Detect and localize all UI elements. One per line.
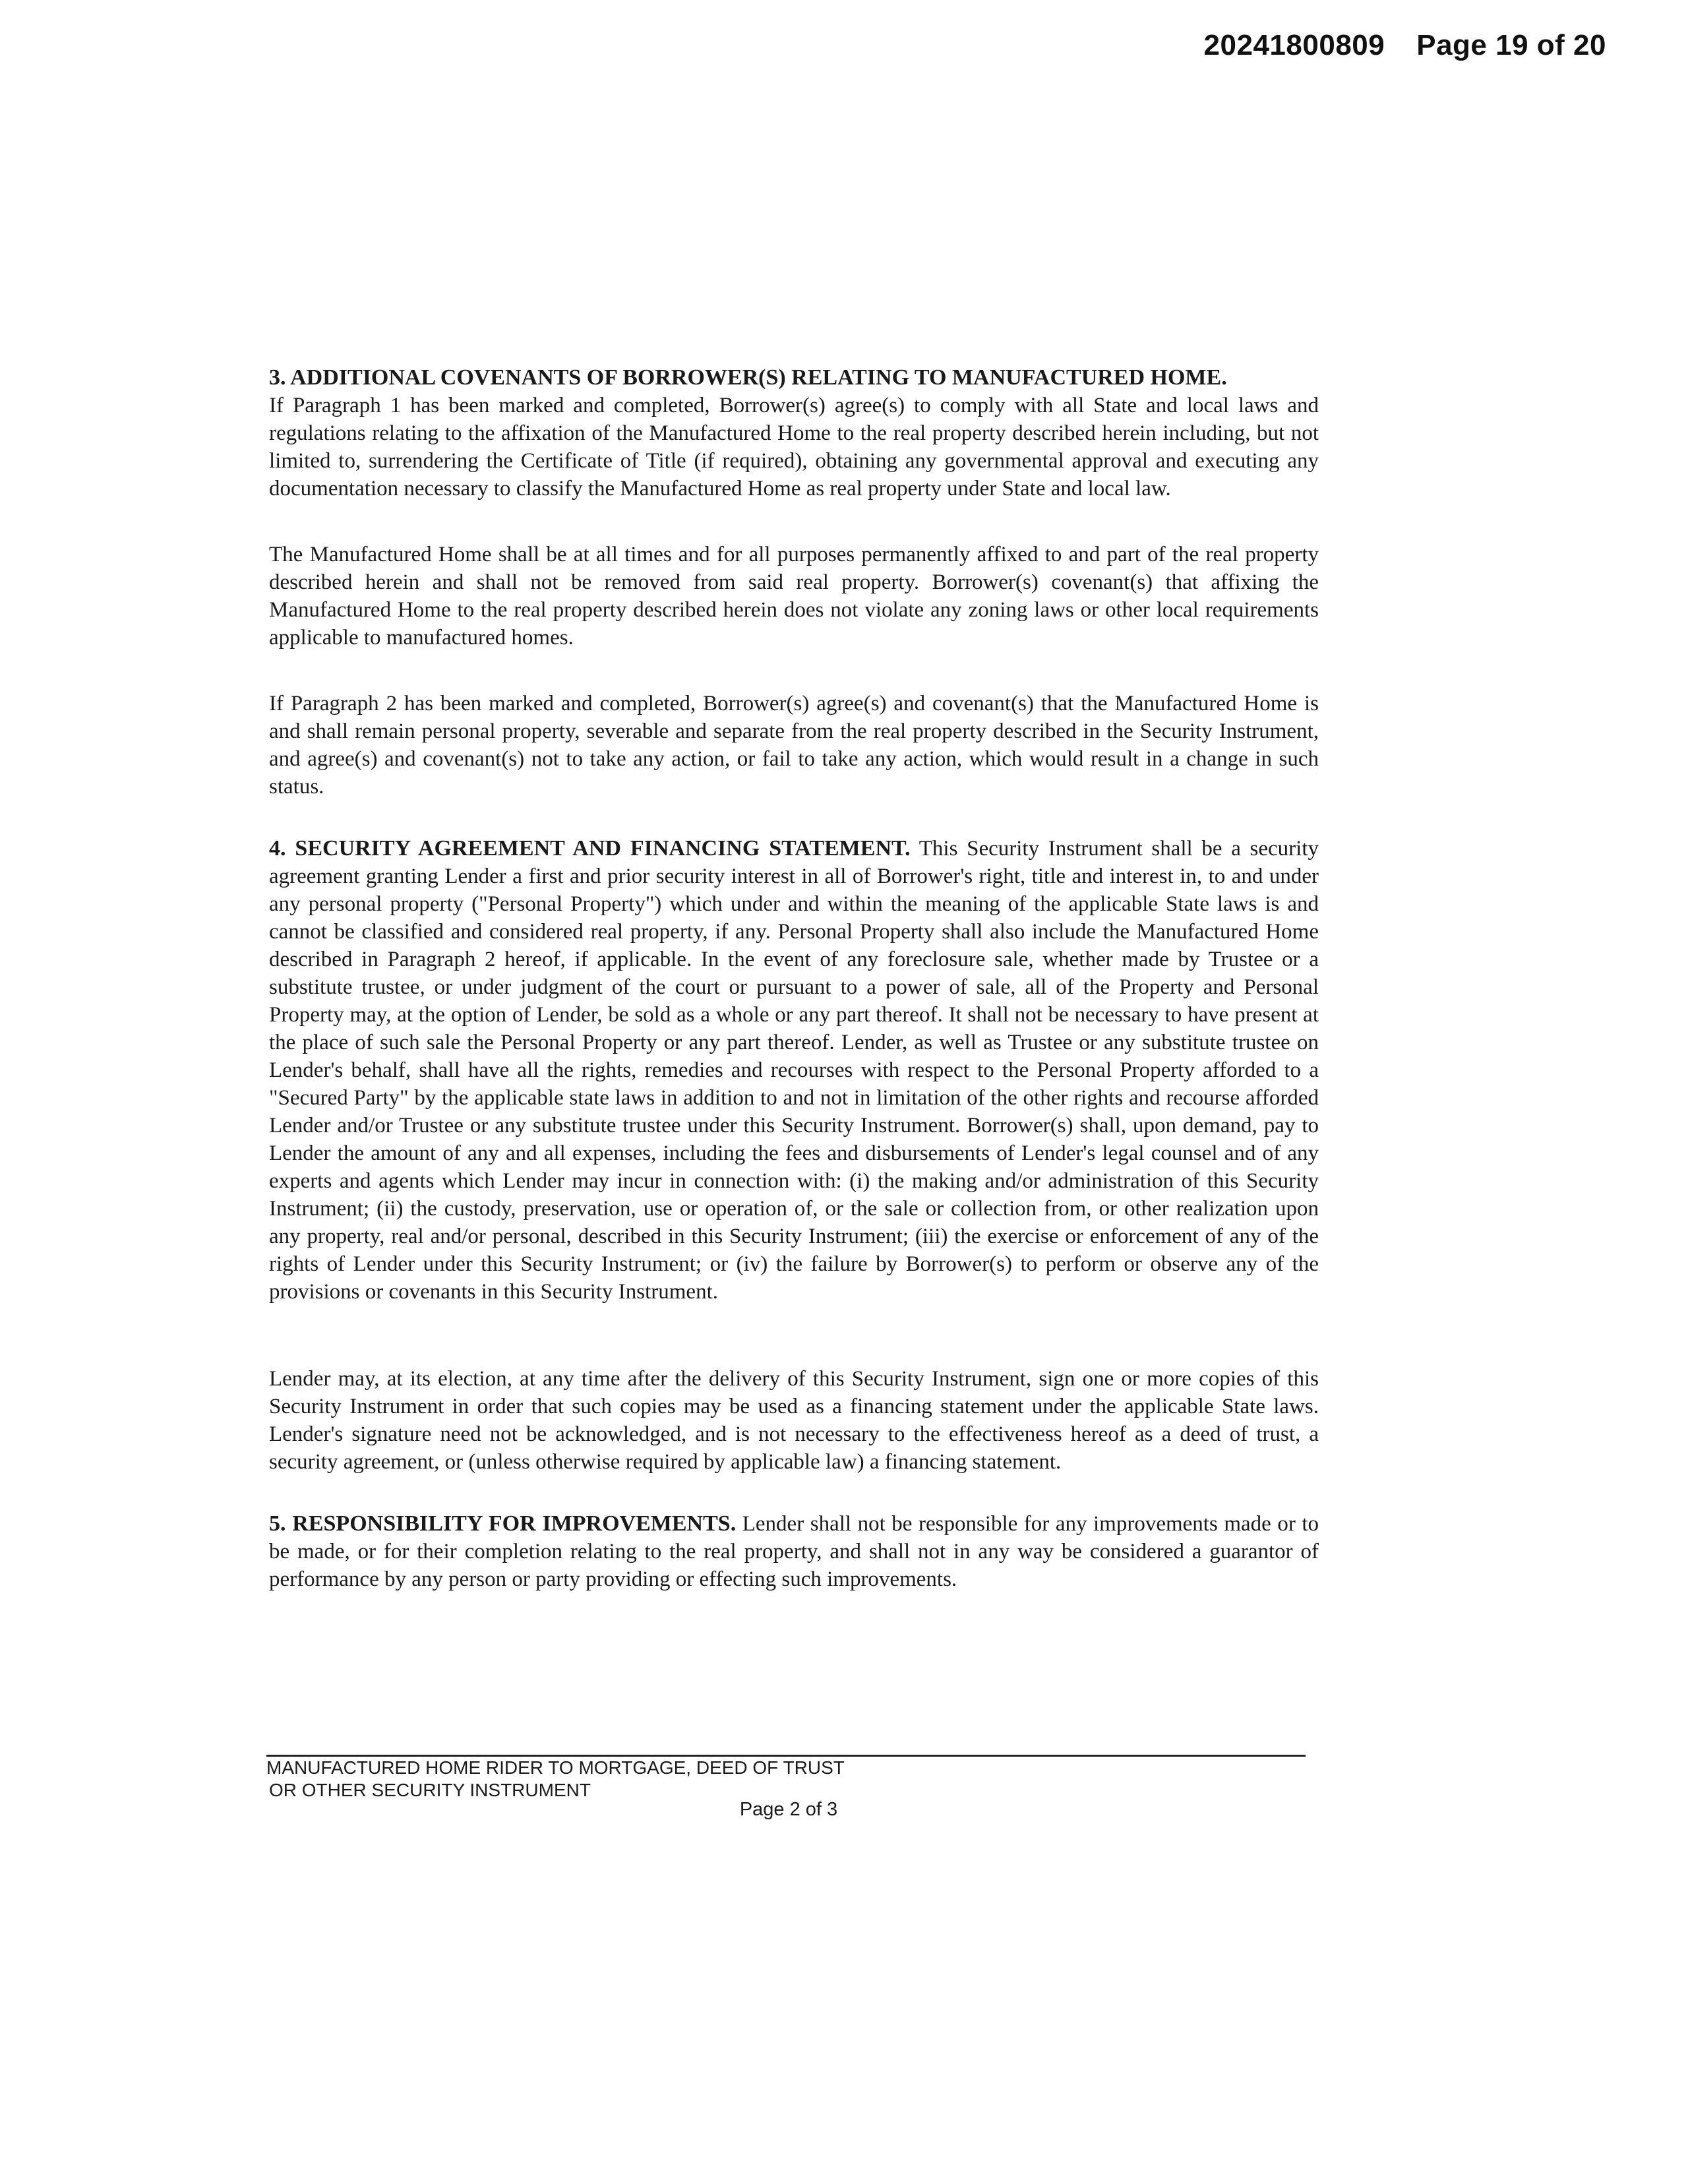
page-indicator: Page 19 of 20	[1416, 29, 1606, 61]
section-4-body: This Security Instrument shall be a security agreement granting Lender a first and prior security interest in all of Borrower's right, title and interest in, to and under any personal property ("Personal Property") which under and within the meaning of the applicable State laws is and cannot be classified and considered real property, if any. Personal Property shall also include the Manufactured Home described in Paragraph 2 hereof, if applicable. In the event of any foreclosure sale, whether made by Trustee or a substitute trustee, or under judgment of the court or pursuant to a power of sale, all of the Property and Personal Property may, at the option of Lender, be sold as a whole or any part thereof. It shall not be necessary to have present at the place of such sale the Personal Property or any part thereof. Lender, as well as Trustee or any substitute trustee on Lender's behalf, shall have all the rights, remedies and recourses with respect to the Personal Property afforded to a "Secured Party" by the applicable state laws in addition to and not in limitation of the other rights and recourse afforded Lender and/or Trustee or any substitute trustee under this Security Instrument. Borrower(s) shall, upon demand, pay to Lender the amount of any and all expenses, including the fees and disbursements of Lender's legal counsel and of any experts and agents which Lender may incur in connection with: (i) the making and/or administration of this Security Instrument; (ii) the custody, preservation, use or operation of, or the sale or collection from, or other realization upon any property, real and/or personal, described in this Security Instrument; (iii) the exercise or enforcement of any of the rights of Lender under this Security Instrument; or (iv) the failure by Borrower(s) to perform or observe any of the provisions or covenants in this Security Instrument.	[269, 837, 1319, 1304]
section-5-paragraph-1	[269, 1510, 1319, 1593]
section-5-heading: 5. RESPONSIBILITY FOR IMPROVEMENTS.	[269, 1511, 737, 1536]
section-5-body: Lender shall not be responsible for any improvements made or to be made, or for their completion relating to the real property, and shall not in any way be considered a guarantor of performance by any person or party providing or effecting such improvements.	[269, 1512, 1319, 1591]
footer-form-title-line-1: MANUFACTURED HOME RIDER TO MORTGAGE, DEED OF TRUST	[266, 1757, 845, 1778]
section-3-paragraph-2: The Manufactured Home shall be at all times and for all purposes permanently affixed to and part of the real property described herein and shall not be removed from said real property. Borrower(s) covenant(s) that affixing the Manufactured Home to the real property described herein does not violate any zoning laws or other local requirements applicable to manufactured homes.	[269, 543, 1319, 650]
recording-number: 20241800809	[1203, 29, 1385, 61]
footer-form-title-line-2: OR OTHER SECURITY INSTRUMENT	[269, 1780, 591, 1800]
section-3-heading: 3. ADDITIONAL COVENANTS OF BORROWER(S) RELATING TO MANUFACTURED HOME.	[269, 365, 1227, 390]
section-4-paragraph-1	[269, 835, 1319, 1306]
document-header	[1204, 29, 1606, 62]
section-4-paragraph-2: Lender may, at its election, at any time after the delivery of this Security Instrument, sign one or more copies of this Security Instrument in order that such copies may be used as a financing statement under the applicable State laws. Lender's signature need not be acknowledged, and is not necessary to the effectiveness hereof as a deed of trust, a security agreement, or (unless otherwise required by applicable law) a financing statement.	[269, 1367, 1319, 1474]
section-3-paragraph-3: If Paragraph 2 has been marked and completed, Borrower(s) agree(s) and covenant(s) that the Manufactured Home is and shall remain personal property, severable and separate from the real property described in the Security Instrument, and agree(s) and covenant(s) not to take any action, or fail to take any action, which would result in a change in such status.	[269, 692, 1319, 799]
footer-page-number: Page 2 of 3	[739, 1799, 838, 1820]
section-3-paragraph-1: If Paragraph 1 has been marked and completed, Borrower(s) agree(s) to comply with all State and local laws and regulations relating to the affixation of the Manufactured Home to the real property described herein including, but not limited to, surrendering the Certificate of Title (if required), obtaining any governmental approval and executing any documentation necessary to classify the Manufactured Home as real property under State and local law.	[269, 394, 1319, 501]
section-4-heading: 4. SECURITY AGREEMENT AND FINANCING STATEMENT.	[269, 836, 911, 861]
footer-form-title	[266, 1757, 845, 1802]
document-body	[269, 364, 1319, 1593]
